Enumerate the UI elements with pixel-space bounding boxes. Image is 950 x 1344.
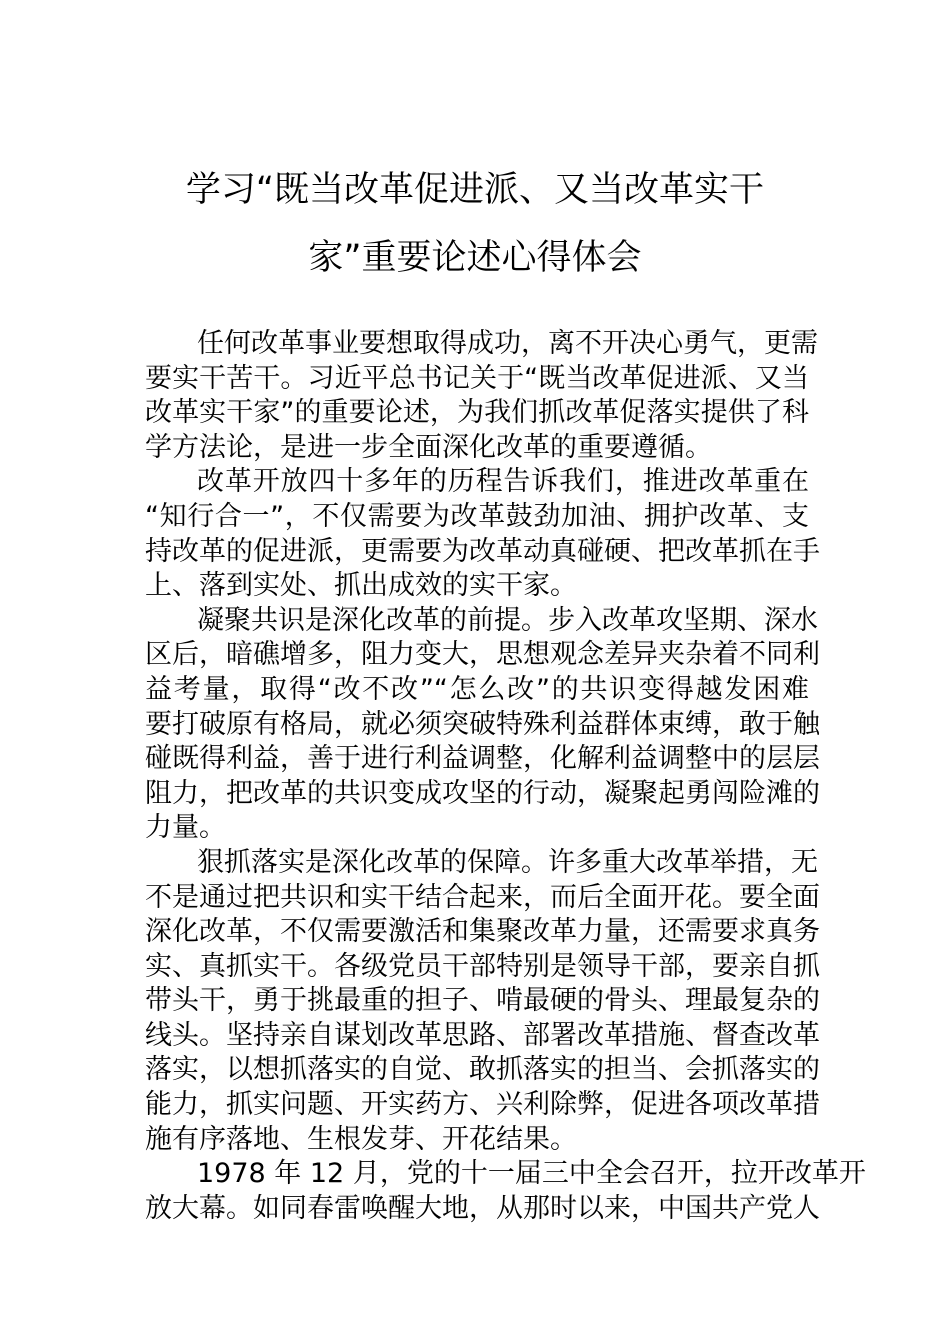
body-line: 实、真抓实干。各级党员干部特别是领导干部，要亲自抓 [145, 950, 820, 982]
body-line: 改革实干家”的重要论述，为我们抓改革促落实提供了科 [145, 397, 809, 429]
body-line: 任何改革事业要想取得成功，离不开决心勇气，更需 [197, 328, 818, 359]
body-line: 狠抓落实是深化改革的保障。许多重大改革举措，无 [197, 846, 818, 878]
body-line: 线头。坚持亲自谋划改革思路、部署改革措施、督查改革 [145, 1019, 820, 1051]
body-line: 带头干，勇于挑最重的担子、啃最硬的骨头、理最复杂的 [145, 985, 820, 1017]
body-line: 要打破原有格局，就必须突破特殊利益群体束缚，敢于触 [145, 708, 820, 740]
body-line: 阻力，把改革的共识变成攻坚的行动，凝聚起勇闯险滩的 [145, 777, 820, 809]
body-line: 益考量，取得“改不改”“怎么改”的共识变得越发困难 [145, 673, 809, 705]
body-line: 能力，抓实问题、开实药方、兴利除弊，促进各项改革措 [145, 1089, 820, 1121]
body-line: “知行合一”，不仅需要为改革鼓劲加油、拥护改革、支 [145, 500, 809, 532]
document-title-line-1: 学习“既当改革促进派、又当改革实干 [185, 170, 765, 210]
body-line: 力量。 [145, 812, 226, 844]
document-title-line-2: 家”重要论述心得体会 [308, 238, 642, 278]
body-line: 施有序落地、生根发芽、开花结果。 [145, 1123, 577, 1155]
body-line: 1978 年 12 月，党的十一届三中全会召开，拉开改革开 [197, 1158, 866, 1190]
body-line: 上、落到实处、抓出成效的实干家。 [145, 570, 577, 602]
body-line: 深化改革，不仅需要激活和集聚改革力量，还需要求真务 [145, 916, 820, 948]
body-line: 学方法论，是进一步全面深化改革的重要遵循。 [145, 431, 712, 463]
body-line: 凝聚共识是深化改革的前提。步入改革攻坚期、深水 [197, 604, 818, 636]
body-line: 落实，以想抓落实的自觉、敢抓落实的担当、会抓落实的 [145, 1054, 820, 1086]
body-line: 改革开放四十多年的历程告诉我们，推进改革重在 [197, 466, 809, 498]
body-line: 区后，暗礁增多，阻力变大，思想观念差异夹杂着不同利 [145, 639, 820, 671]
body-line: 碰既得利益，善于进行利益调整，化解利益调整中的层层 [145, 743, 820, 775]
body-line: 要实干苦干。习近平总书记关于“既当改革促进派、又当 [145, 362, 809, 394]
body-line: 持改革的促进派，更需要为改革动真碰硬、把改革抓在手 [145, 535, 820, 567]
body-line: 放大幕。如同春雷唤醒大地，从那时以来，中国共产党人 [145, 1192, 820, 1224]
document-body [145, 327, 866, 1226]
body-line: 不是通过把共识和实干结合起来，而后全面开花。要全面 [145, 881, 820, 913]
